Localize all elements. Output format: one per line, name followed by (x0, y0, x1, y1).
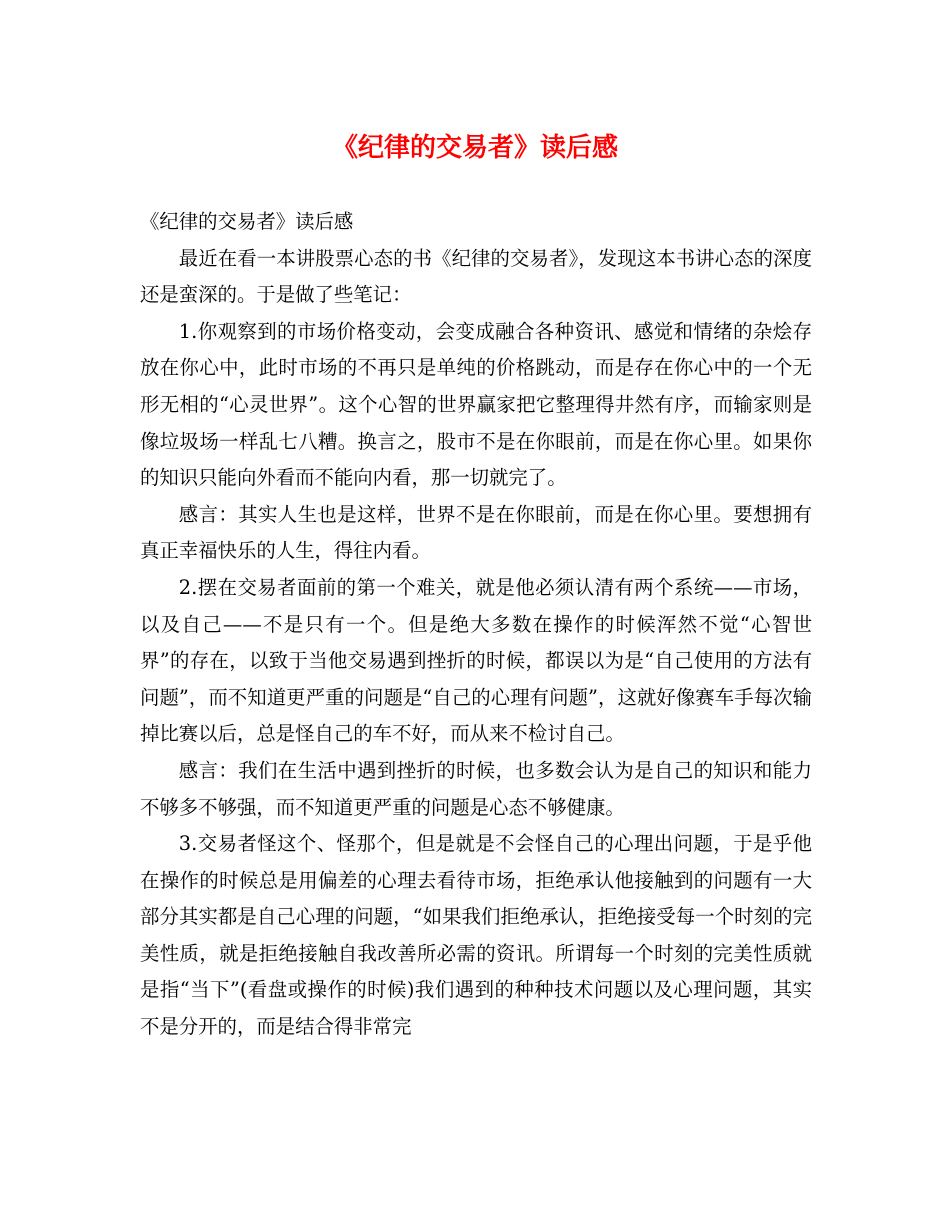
paragraph: 最近在看一本讲股票心态的书《纪律的交易者》，发现这本书讲心态的深度还是蛮深的。于是做了些笔记： (140, 246, 812, 307)
document-body (140, 204, 812, 1046)
paragraph: 2.摆在交易者面前的第一个难关，就是他必须认清有两个系统——市场，以及自己——不是只有一个。但是绝大多数在操作的时候浑然不觉“心智世界”的存在，以致于当他交易遇到挫折的时候，都误以为是“自己使用的方法有问题”，而不知道更严重的问题是“自己的心理有问题”，这就好像赛车手每次输掉比赛以后，总是怪自己的车不好，而从来不检讨自己。 (140, 575, 812, 746)
paragraph-subtitle: 《纪律的交易者》读后感 (140, 210, 354, 233)
paragraph: 1.你观察到的市场价格变动，会变成融合各种资讯、感觉和情绪的杂烩存放在你心中，此时市场的不再只是单纯的价格跳动，而是存在你心中的一个无形无相的“心灵世界”。这个心智的世界赢家把它整理得井然有序，而输家则是像垃圾场一样乱七八糟。换言之，股市不是在你眼前，而是在你心里。如果你的知识只能向外看而不能向内看，那一切就完了。 (140, 319, 812, 490)
document-title: 《纪律的交易者》读后感 (331, 133, 618, 163)
paragraph: 感言：我们在生活中遇到挫折的时候，也多数会认为是自己的知识和能力不够多不够强，而不知道更严重的问题是心态不够健康。 (140, 758, 812, 819)
paragraph: 感言：其实人生也是这样，世界不是在你眼前，而是在你心里。要想拥有真正幸福快乐的人生，得往内看。 (140, 502, 812, 563)
paragraph: 3.交易者怪这个、怪那个，但是就是不会怪自己的心理出问题，于是乎他在操作的时候总是用偏差的心理去看待市场，拒绝承认他接触到的问题有一大部分其实都是自己心理的问题，“如果我们拒绝承认，拒绝接受每一个时刻的完美性质，就是拒绝接触自我改善所必需的资讯。所谓每一个时刻的完美性质就是指“当下”(看盘或操作的时候)我们遇到的种种技术问题以及心理问题，其实不是分开的，而是结合得非常完 (140, 832, 812, 1039)
